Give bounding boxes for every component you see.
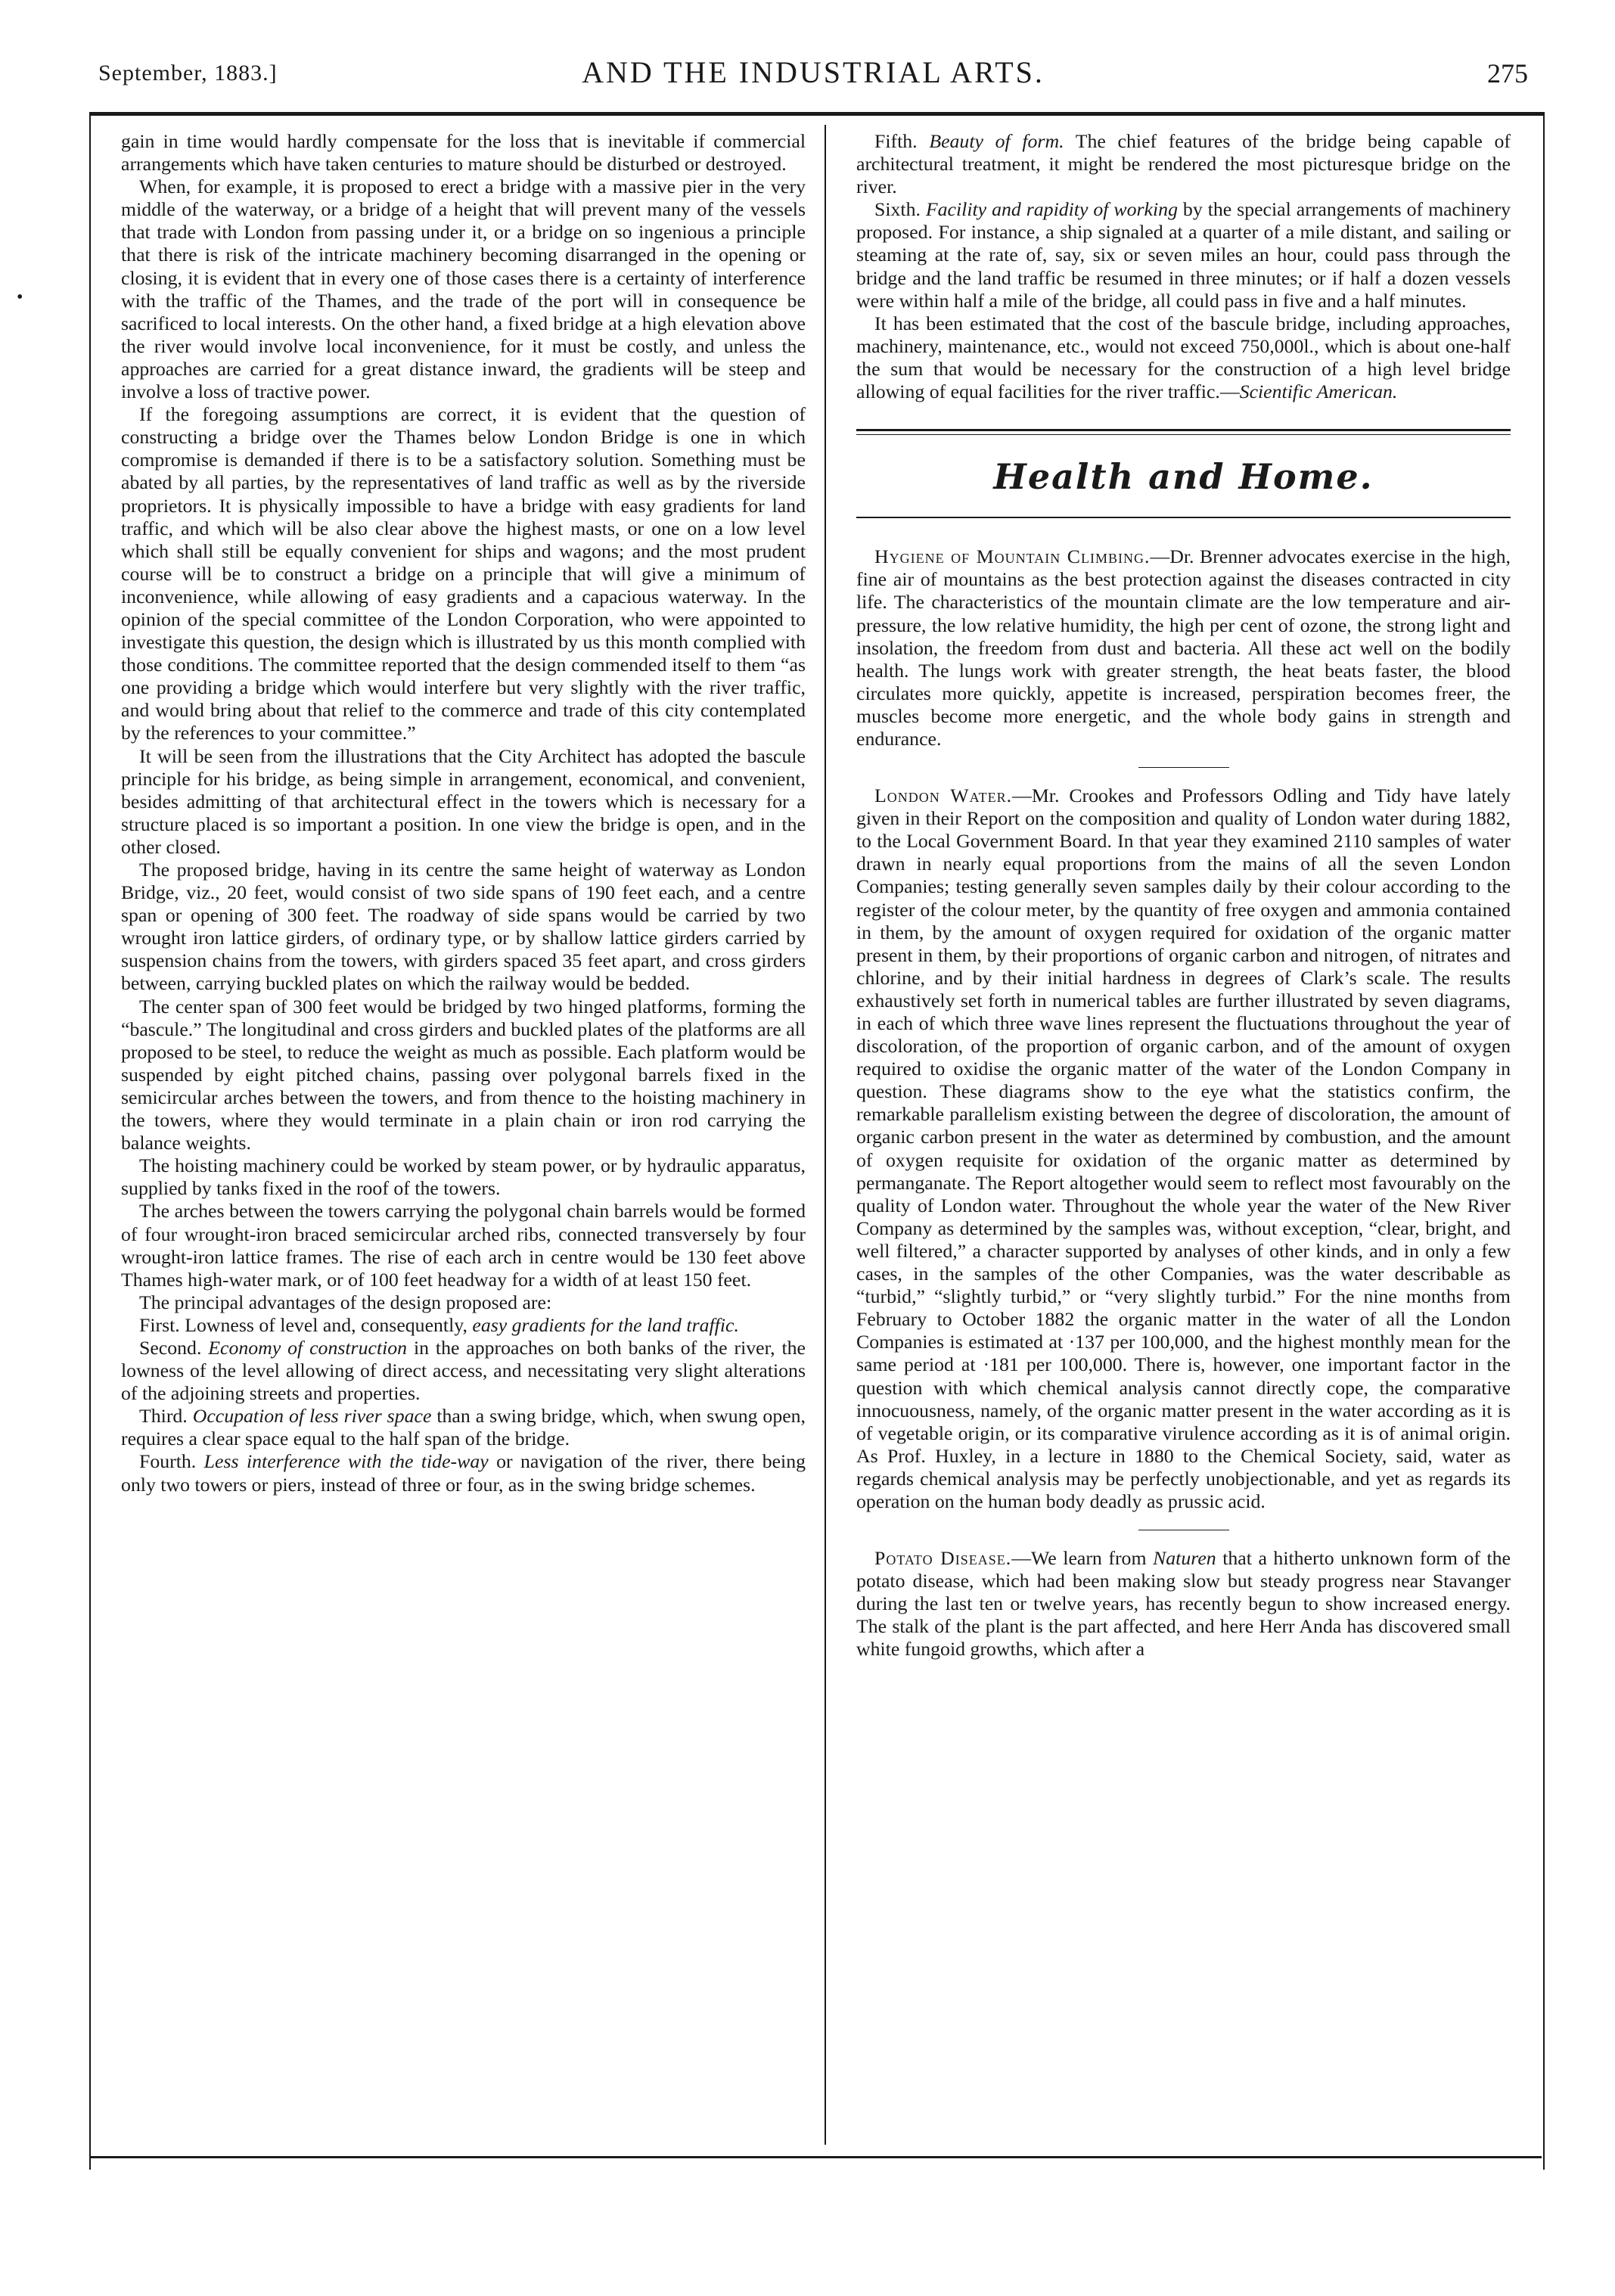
article-title: London Water. (874, 784, 1013, 807)
page-frame-bottom-rule (89, 2156, 1542, 2158)
advantage-rest: by the special arrangements of machinery proposed. For instance, a ship signaled at a quarter of a mile distant, and sailing or steaming at the rate of, say, six or seven miles an hour, could pass through the bridge and the land traffic be resumed in three minutes; or if half a dozen vessels were within half a mile of the bridge, all could pass in five and a half minutes. (856, 198, 1511, 312)
advantage-item (121, 1314, 806, 1337)
paragraph: The principal advantages of the design proposed are: (139, 1291, 552, 1313)
article-body: —Dr. Brenner advocates exercise in the high, fine air of mountains as the best protection against the diseases contracted in city life. The characteristics of the mountain climate are the low temperature and air-pressure, the low relative humidity, the high per cent of ozone, the strong light and insolation, the freedom from dust and bacteria. All these act well on the bodily health. The lungs work with greater strength, the heat beats faster, the blood circulates more quickly, appetite is increased, perspiration becomes freer, the muscles become more energetic, and the whole body gains in strength and endurance. (856, 545, 1511, 750)
right-column (856, 130, 1511, 1661)
paragraph: If the foregoing assumptions are correct, it is evident that the question of constructing a bridge over the Thames below London Bridge is one in which compromise is demanded if there is to be a satisfactory solution. Something must be abated by all parties, by the representatives of land traffic as well as by the riverside proprietors. It is physically impossible to have a bridge with easy gradients for land traffic, and which will be also clear above the highest masts, or one on a low level which shall still be equally convenient for ships and wagons; and the most prudent course will be to construct a bridge on a principle that will give a minimum of inconvenience, while allowing of easy gradients and a capacious waterway. In the opinion of the special committee of the London Corporation, who were appointed to investigate this question, the design which is illustrated by us this month complied with those conditions. The committee reported that the design commended itself to them “as one providing a bridge which would interfere but very slightly with the river traffic, and would bring about that relief to the commerce and trade of this city contemplated by the references to your committee.” (121, 403, 806, 744)
section-rule-bottom (856, 517, 1511, 518)
article-body: that a hitherto unknown form of the potato disease, which had been making slow but steady progress near Stavanger during the last ten or twelve years, has recently begun to show increased energy. The stalk of the plant is the part affected, and here Herr Anda has discovered small white fungoid growths, which after a (856, 1547, 1511, 1661)
advantage-lead: Fourth. (139, 1450, 204, 1473)
article-hygiene (856, 545, 1511, 750)
paragraph: The arches between the towers carrying the polygonal chain barrels would be formed of four wrought-iron braced semicircular arched ribs, connected transversely by four wrought-iron lattice frames. The rise of each arch in centre would be 130 feet above Thames high-water mark, or of 100 feet headway for a width of at least 150 feet. (121, 1200, 806, 1291)
article-body: —Mr. Crookes and Professors Odling and Tidy have lately given in their Report on the composition and quality of London water during 1882, to the Local Government Board. In that year they examined 2110 samples of water drawn in nearly equal proportions from the mains of all the seven London Companies; testing generally seven samples daily by their colour according to the register of the colour meter, by the quantity of free oxygen and ammonia contained in them, by the amount of oxygen required for oxidation of the organic matter present in them, by their proportions of organic carbon and nitrogen, of nitrates and chlorine, and by their initial hardness in degrees of Clark’s scale. The results exhaustively set forth in numerical tables are further illustrated by seven diagrams, in each of which three wave lines represent the fluctuations throughout the year of discoloration, of the proportion of organic carbon, and of the amount of oxygen required to oxidise the organic matter of the water of the London Company in question. These diagrams show to the eye what the statistics confirm, the remarkable parallelism existing between the degree of discoloration, the amount of organic carbon present in the water as determined by combustion, and the amount of oxygen requisite for oxidation of the organic matter as determined by permanganate. The Report altogether would seem to reflect most favourably on the quality of London water. Throughout the whole year the water of the New River Company as determined by the samples was, without exception, “clear, bright, and well filtered,” a character supported by analyses of other kinds, and in only a few cases, in the samples of the other Companies, was the water describable as “turbid,” “slightly turbid,” or “very slightly turbid.” For the nine months from February to October 1882 the organic matter in the water of all the London Companies is estimated at ·137 per 100,000, and the highest monthly mean for the same period at ·181 per 100,000. There is, however, one important factor in the question with which chemical analysis cannot directly cope, the comparative innocuousness, namely, of the organic matter present in the water according as it is of vegetable origin, or its comparative virulence according as it is of animal origin. As Prof. Huxley, in a lecture in 1880 to the Chemical Society, said, water as regards chemical analysis may be perfectly unobjectionable, and yet as regards its operation on the human body deadly as prussic acid. (856, 784, 1511, 1512)
advantage-emphasis: Economy of construction (208, 1336, 408, 1359)
column-divider (825, 125, 826, 2145)
section-rule-top (856, 429, 1511, 431)
cost-paragraph (856, 312, 1511, 403)
paragraph: The hoisting machinery could be worked by steam power, or by hydraulic apparatus, supplied by tanks fixed in the roof of the towers. (121, 1154, 806, 1200)
advantage-rest: in the approaches on both banks of the river, the lowness of the level allowing of direct access, and necessitating very slight alterations of the adjoining streets and properties. (121, 1336, 806, 1405)
paragraph: The center span of 300 feet would be bridged by two hinged platforms, forming the “bascule.” The longitudinal and cross girders and buckled plates of the platforms are all proposed to be steel, to reduce the weight as much as possible. Each platform would be suspended by eight pitched chains, passing over polygonal barrels fixed in the semicircular arches between the towers, and from thence to the hoisting machinery in the towers, where they would terminate in a plain chain or iron rod carrying the balance weights. (121, 995, 806, 1154)
cost-text: It has been estimated that the cost of the bascule bridge, including approaches, machinery, maintenance, etc., would not exceed 750,000l., which is about one-half the sum that would be necessary for the construction of a high level bridge allowing of equal facilities for the river traffic.— (856, 312, 1511, 403)
advantage-item (856, 198, 1511, 312)
article-body-emphasis: Naturen (1153, 1547, 1216, 1570)
advantage-emphasis: easy gradients for the land traffic. (472, 1313, 739, 1336)
cost-source: Scientific American. (1239, 381, 1398, 403)
advantage-item (121, 1337, 806, 1405)
left-column (121, 130, 806, 1496)
header-title: AND THE INDUSTRIAL ARTS. (582, 55, 1045, 89)
page-number: 275 (1487, 58, 1528, 89)
paragraph: When, for example, it is proposed to erect a bridge with a massive pier in the very middle of the waterway, or a bridge of a height that will prevent many of the vessels that trade with London from passing under it, or a bridge on so ingenious a principle that there is risk of the intricate machinery becoming disarranged in the opening or closing, it is evident that in every one of those cases there is a certainty of interference with the traffic of the Thames, and the trade of the port will in consequence be sacrificed to local interests. On the other hand, a fixed bridge at a high elevation above the river would involve local inconvenience, for it must be costly, and unless the approaches are carried for a great distance inward, the gradients will be steep and involve a loss of tractive power. (121, 176, 806, 403)
advantage-rest: or navigation of the river, there being only two towers or piers, instead of three or four, as in the swing bridge schemes. (121, 1450, 806, 1496)
advantage-lead: Sixth. (874, 198, 926, 221)
paragraph: The proposed bridge, having in its centre the same height of waterway as London Bridge, viz., 20 feet, would consist of two side spans of 190 feet each, and a centre span or opening of 300 feet. The roadway of side spans would be carried by two wrought iron lattice girders, of ordinary type, or by shallow lattice girders carried by suspension chains from the towers, with girders spaced 35 feet apart, and cross girders between, carrying buckled plates on which the railway would be bedded. (121, 859, 806, 995)
advantage-emphasis: Facility and rapidity of working (925, 198, 1178, 221)
advantage-item (121, 1405, 806, 1450)
article-potato-disease (856, 1547, 1511, 1661)
advantage-emphasis: Occupation of less river space (192, 1405, 432, 1428)
paragraph: It will be seen from the illustrations that the City Architect has adopted the bascule principle for his bridge, as being simple in arrangement, economical, and convenient, besides admitting of that architectural effect in the towers which is necessary for a structure placed is so important a position. In one view the bridge is open, and in the other closed. (121, 744, 806, 858)
advantage-lead: Third. (139, 1405, 193, 1428)
advantage-lead: Fifth. (874, 130, 930, 152)
paragraph: gain in time would hardly compensate for the loss that is inevitable if commercial arrangements which have taken centuries to mature should be disturbed or destroyed. (121, 130, 806, 176)
header-date: September, 1883.] (98, 61, 278, 85)
section-heading: Health and Home. (993, 456, 1374, 498)
article-separator (1138, 767, 1229, 768)
advantage-rest: The chief features of the bridge being capable of architectural treatment, it might be rendered the most picturesque bridge on the river. (856, 130, 1511, 198)
advantage-lead: Second. (139, 1336, 209, 1359)
running-header (98, 54, 1528, 100)
advantage-rest: than a swing bridge, which, when swung open, requires a clear space equal to the half span of the bridge. (121, 1405, 806, 1450)
section-rule-top-thin (856, 434, 1511, 435)
advantage-item (121, 1450, 806, 1496)
advantage-item (856, 130, 1511, 198)
article-london-water (856, 784, 1511, 1513)
advantage-emphasis: Less interference with the tide-way (203, 1450, 489, 1473)
advantage-emphasis: Beauty of form. (929, 130, 1064, 152)
article-title: Potato Disease. (874, 1547, 1012, 1570)
article-title: Hygiene of Mountain Climbing. (874, 545, 1151, 568)
article-body-pre: —We learn from (1011, 1547, 1154, 1570)
margin-mark: • (17, 287, 23, 307)
advantage-lead: First. Lowness of level and, consequently, (139, 1313, 473, 1336)
